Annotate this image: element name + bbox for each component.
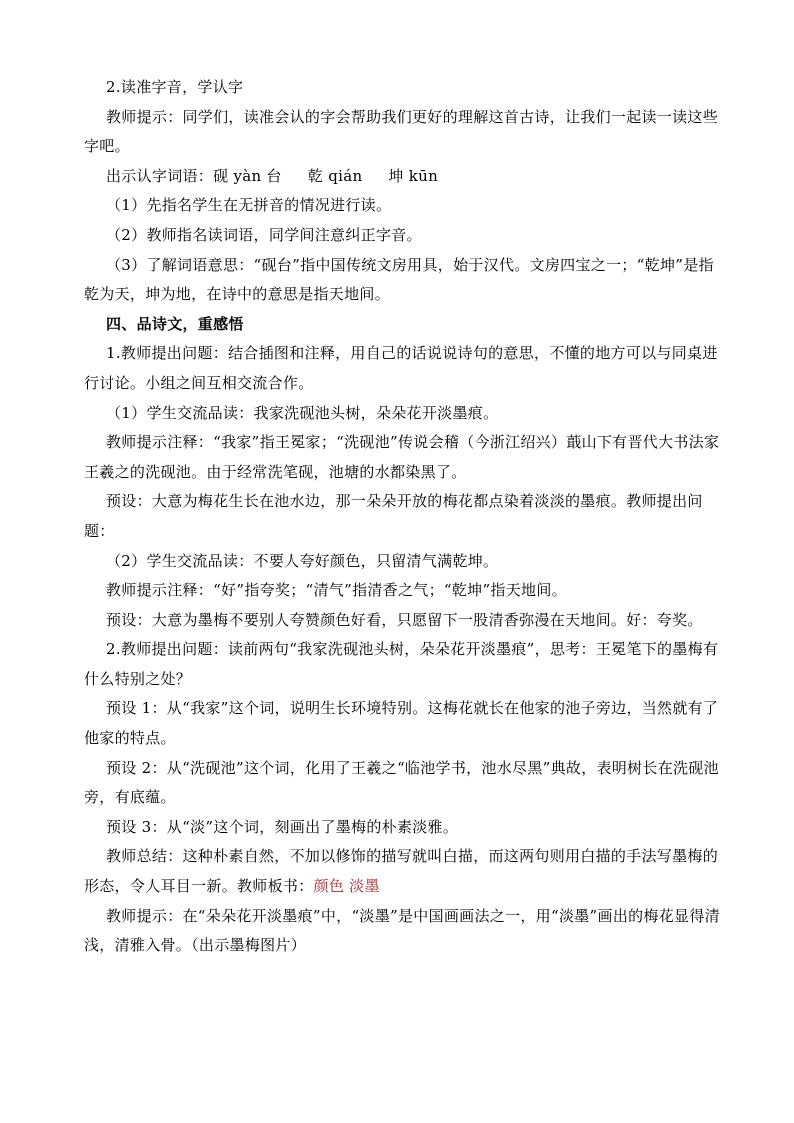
document-body [84, 73, 724, 961]
word-list [84, 162, 724, 192]
word-kun: 坤 kūn [388, 166, 439, 185]
section-subtitle: 2.读准字音，学认字 [106, 78, 244, 96]
step-2: （2）教师指名读词语，同学间注意纠正字音。 [106, 225, 422, 244]
word-yantai: 砚 yàn 台 [213, 166, 282, 185]
preset-answer-1: 预设 1：从“我家”这个词，说明生长环境特别。这梅花就长在他家的池子旁边，当然就有了他家的特点。 [84, 699, 719, 748]
question-2: 2.教师提出问题：读前两句“我家洗砚池头树，朵朵花开淡墨痕”，思考：王冕笔下的墨梅有什么特别之处？ [84, 640, 719, 688]
board-writing: 颜色 淡墨 [313, 877, 380, 896]
preset-2: 预设：大意为墨梅不要别人夸赞颜色好看，只愿留下一股清香弥漫在天地间。好：夸奖。 [106, 610, 703, 629]
section-heading: 四、品诗文，重感悟 [106, 314, 244, 333]
student-reading-1: （1）学生交流品读：我家洗砚池头树，朵朵花开淡墨痕。 [106, 403, 499, 422]
preset-answer-2: 预设 2：从“洗砚池”这个词，化用了王羲之“临池学书，池水尽黑”典故，表明树长在洗砚池旁，有底蕴。 [84, 758, 719, 807]
student-reading-2: （2）学生交流品读：不要人夸好颜色，只留清气满乾坤。 [106, 551, 499, 570]
final-tip: 教师提示：在“朵朵花开淡墨痕”中，“淡墨”是中国画画法之一，用“淡墨”画出的梅花显得清浅，清雅入骨。（出示墨梅图片） [84, 906, 720, 955]
step-3: （3）了解词语意思：“砚台”指中国传统文房用具，始于汉代。文房四宝之一；“乾坤”是指乾为天，坤为地，在诗中的意思是指天地间。 [84, 255, 714, 304]
teacher-tip: 教师提示：同学们，读准会认的字会帮助我们更好的理解这首古诗，让我们一起读一读这些字吧。 [84, 107, 719, 156]
preset-1: 预设：大意为梅花生长在池水边，那一朵朵开放的梅花都点染着淡淡的墨痕。教师提出问题： [84, 492, 703, 540]
word-list-label: 出示认字词语： [106, 166, 214, 185]
annotation-tip-1: 教师提示注释：“我家”指王冕家；“洗砚池”传说会稽（今浙江绍兴）蕺山下有晋代大书法家王羲之的洗砚池。由于经常洗笔砚，池塘的水都染黑了。 [84, 433, 720, 481]
step-1: （1）先指名学生在无拼音的情况进行读。 [106, 196, 392, 215]
summary-text: 教师总结：这种朴素自然，不加以修饰的描写就叫白描，而这两句则用白描的手法写墨梅的形态，令人耳目一新。教师板书： [84, 847, 719, 896]
question-1: 1.教师提出问题：结合插图和注释，用自己的话说说诗句的意思，不懂的地方可以与同桌进行讨论。小组之间互相交流合作。 [84, 344, 718, 392]
preset-answer-3: 预设 3：从“淡”这个词，刻画出了墨梅的朴素淡雅。 [106, 817, 459, 836]
word-qian: 乾 qián [307, 166, 363, 185]
teacher-summary [84, 842, 724, 901]
annotation-tip-2: 教师提示注释：“好”指夸奖；“清气”指清香之气；“乾坤”指天地间。 [106, 581, 567, 600]
